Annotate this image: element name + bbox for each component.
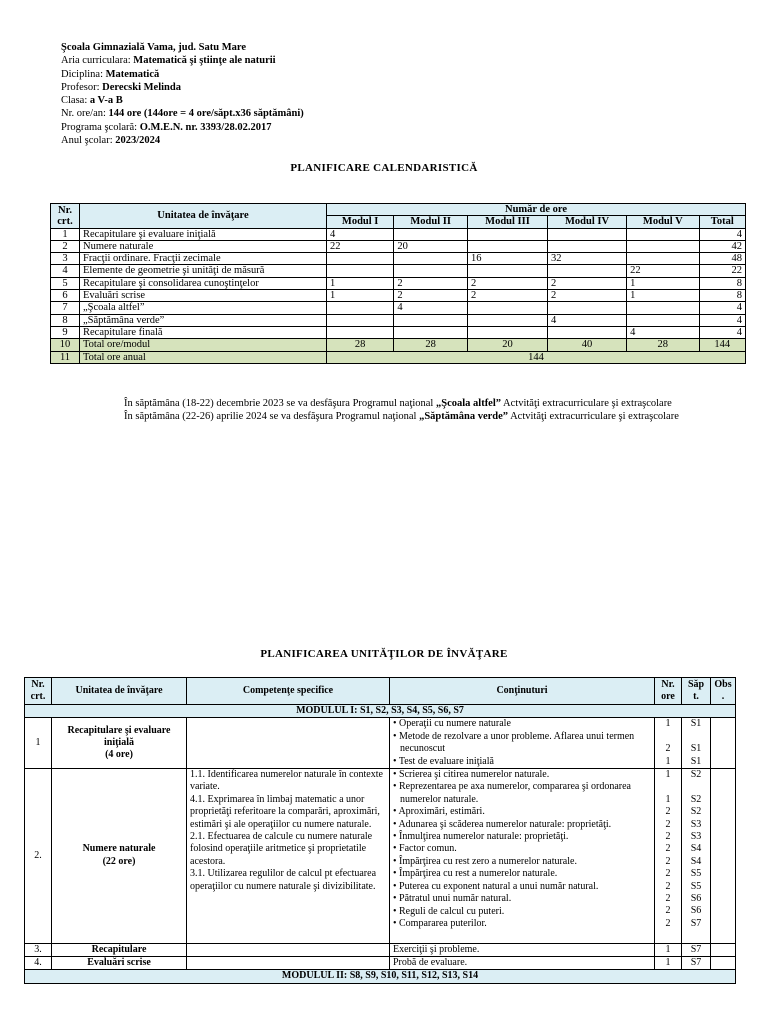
calendar-row	[51, 265, 746, 277]
calendar-unit: Elemente de geometrie şi unităţi de măsură	[80, 265, 327, 277]
plan-col-hours: Nr. ore	[655, 678, 682, 705]
calendar-nr: 2	[51, 240, 80, 252]
row1-unit	[52, 718, 187, 769]
content-item: • Scrierea şi citirea numerelor naturale.	[393, 769, 550, 781]
hours-value	[658, 781, 678, 793]
calendar-hours: 2	[468, 290, 548, 302]
plan-row-1	[25, 718, 736, 769]
note-scoala-altfel: În săptămâna (18-22) decembrie 2023 se va desfăşura Programul naţional „Şcoala altfel” Actvităţi extracurriculare şi extraşcolare	[124, 398, 672, 409]
calendar-hours: 4	[699, 326, 745, 338]
calendar-table	[50, 203, 746, 364]
row2-obs	[711, 769, 736, 943]
competence-item: 2.1. Efectuarea de calcule cu numere naturale folosind operaţiile aritmetice şi proprietatile acestora.	[190, 831, 373, 867]
competence-item: 1.1. Identificarea numerelor naturale în contexte variate.	[190, 769, 383, 793]
calendar-hours	[468, 302, 548, 314]
calendar-row	[51, 302, 746, 314]
calendar-nr: 10	[51, 339, 80, 351]
calendar-hours: 1	[327, 290, 394, 302]
row2-unit-hours: (22 ore)	[102, 855, 136, 867]
module-header-5: Modul V	[627, 216, 699, 228]
calendar-total-year-value: 144	[327, 351, 746, 363]
calendar-row	[51, 228, 746, 240]
module-1-row: MODULUL I: S1, S2, S3, S4, S5, S6, S7	[25, 705, 736, 718]
content-item: • Împărţirea cu rest zero a numerelor naturale.	[393, 855, 577, 867]
calendar-total-year-row	[51, 351, 746, 363]
calendar-hours: 28	[627, 339, 699, 351]
hours-value: 2	[665, 917, 671, 929]
content-item: • Operaţii cu numere naturale	[393, 718, 511, 730]
hours-per-year: Nr. ore/an: 144 ore (144ore = 4 ore/săpt.x36 săptămâni)	[61, 108, 304, 120]
school-name: Şcoala Gimnazială Vama, jud. Satu Mare	[61, 42, 247, 53]
calendar-hours	[547, 302, 626, 314]
row2-hours	[655, 769, 682, 943]
calendar-hours	[394, 326, 468, 338]
hours-header: Număr de ore	[327, 204, 746, 216]
content-item: • Compararea puterilor.	[393, 917, 487, 929]
row3-competences	[187, 943, 390, 956]
row3-nr: 3.	[25, 943, 52, 956]
calendar-hours	[394, 253, 468, 265]
row4-nr: 4.	[25, 956, 52, 969]
calendar-hours: 1	[627, 277, 699, 289]
discipline: Diciplina: Matematică	[61, 68, 160, 80]
week-value: S4	[690, 843, 702, 855]
calendar-hours	[327, 314, 394, 326]
calendar-nr: 1	[51, 228, 80, 240]
plan-row-3	[25, 943, 736, 956]
calendar-hours: 2	[394, 290, 468, 302]
calendar-hours	[394, 228, 468, 240]
notes	[124, 397, 679, 424]
plan-col-nr: Nr. crt.	[25, 678, 52, 705]
row1-unit-hours: (4 ore)	[105, 749, 133, 761]
week-value: S2	[690, 769, 702, 781]
calendar-hours	[627, 253, 699, 265]
teacher: Profesor: Derecski Melinda	[61, 81, 181, 93]
content-item: • Reguli de calcul cu puteri.	[393, 905, 505, 917]
content-item: • Puterea cu exponent natural a unui număr natural.	[393, 880, 599, 892]
calendar-nr: 6	[51, 290, 80, 302]
calendar-hours	[468, 326, 548, 338]
week-value: S5	[690, 868, 702, 880]
col-nr-header: Nr. crt.	[51, 204, 80, 229]
row2-weeks	[682, 769, 711, 943]
hours-value: 2	[665, 818, 671, 830]
calendar-hours: 1	[327, 277, 394, 289]
week-value: S1	[690, 743, 702, 755]
plan-col-competences: Competenţe specifice	[187, 678, 390, 705]
calendar-hours: 40	[547, 339, 626, 351]
week-value: S3	[690, 830, 702, 842]
hours-value: 1	[665, 793, 671, 805]
calendar-hours	[627, 314, 699, 326]
hours-value	[658, 930, 678, 942]
row3-content: Exerciţii şi probleme.	[390, 943, 655, 956]
hours-value	[658, 731, 678, 743]
calendar-hours: 2	[547, 290, 626, 302]
calendar-hours: 4	[547, 314, 626, 326]
calendar-hours	[327, 265, 394, 277]
row1-competences	[187, 718, 390, 769]
row4-hours: 1	[655, 956, 682, 969]
plan-title: PLANIFICAREA UNITĂŢILOR DE ÎNVĂŢARE	[260, 648, 508, 660]
calendar-hours: 42	[699, 240, 745, 252]
calendar-hours: 4	[627, 326, 699, 338]
plan-row-2	[25, 769, 736, 943]
plan-col-unit: Unitatea de învăţare	[52, 678, 187, 705]
content-item: • Test de evaluare iniţială	[393, 755, 494, 767]
plan-col-week: Săp t.	[682, 678, 711, 705]
content-item: • Aproximări, estimări.	[393, 806, 485, 818]
row3-week: S7	[682, 943, 711, 956]
col-unit-header: Unitatea de învăţare	[80, 204, 327, 229]
week-value: S3	[690, 818, 702, 830]
calendar-hours: 4	[699, 302, 745, 314]
calendar-hours: 48	[699, 253, 745, 265]
week-value: S5	[690, 880, 702, 892]
row1-weeks	[682, 718, 711, 769]
calendar-unit: „Şcoala altfel”	[80, 302, 327, 314]
calendar-unit: Recapitulare finală	[80, 326, 327, 338]
hours-value: 2	[665, 892, 671, 904]
competence-item: 3.1. Utilizarea regulilor de calcul pt efectuarea operaţiilor cu numere naturale şi divizibilitate.	[190, 868, 377, 892]
calendar-hours	[394, 265, 468, 277]
document-header	[61, 41, 304, 147]
row4-competences	[187, 956, 390, 969]
hours-value: 2	[665, 905, 671, 917]
week-value	[685, 781, 707, 793]
week-value	[685, 930, 707, 942]
content-item: • Pătratul unui număr natural.	[393, 893, 512, 905]
row1-obs	[711, 718, 736, 769]
module-2-row: MODULUL II: S8, S9, S10, S11, S12, S13, S14	[25, 970, 736, 983]
week-value: S1	[690, 718, 702, 730]
row3-hours: 1	[655, 943, 682, 956]
plan-table	[24, 677, 736, 984]
calendar-unit: Fracţii ordinare. Fracţii zecimale	[80, 253, 327, 265]
week-value: S6	[690, 892, 702, 904]
calendar-row	[51, 277, 746, 289]
calendar-hours	[547, 240, 626, 252]
calendar-hours: 16	[468, 253, 548, 265]
module-header-3: Modul III	[468, 216, 548, 228]
content-item: • Metode de rezolvare a unor probleme. Aflarea unui termen necunoscut	[393, 730, 635, 755]
calendar-unit: Recapitulare şi evaluare iniţială	[80, 228, 327, 240]
calendar-unit: Total ore anual	[80, 351, 327, 363]
calendar-nr: 9	[51, 326, 80, 338]
plan-col-obs: Obs .	[711, 678, 736, 705]
module-header-2: Modul II	[394, 216, 468, 228]
calendar-nr: 11	[51, 351, 80, 363]
calendar-hours: 4	[699, 228, 745, 240]
calendar-row	[51, 290, 746, 302]
hours-value: 2	[665, 743, 671, 755]
hours-value: 2	[665, 855, 671, 867]
calendar-hours: 8	[699, 290, 745, 302]
calendar-hours	[547, 228, 626, 240]
row1-hours	[655, 718, 682, 769]
calendar-hours	[468, 240, 548, 252]
calendar-nr: 4	[51, 265, 80, 277]
row2-competences	[187, 769, 390, 943]
calendar-hours	[468, 314, 548, 326]
calendar-hours: 32	[547, 253, 626, 265]
row3-obs	[711, 943, 736, 956]
row4-content: Probă de evaluare.	[390, 956, 655, 969]
calendar-row	[51, 240, 746, 252]
week-value: S7	[690, 917, 702, 929]
row1-nr: 1	[25, 718, 52, 769]
module-header-1: Modul I	[327, 216, 394, 228]
calendar-hours: 2	[468, 277, 548, 289]
calendar-hours	[394, 314, 468, 326]
plan-col-contents: Conţinuturi	[390, 678, 655, 705]
row2-contents	[390, 769, 655, 943]
row2-nr: 2.	[25, 769, 52, 943]
calendar-hours	[627, 302, 699, 314]
row1-contents	[390, 718, 655, 769]
calendar-hours: 28	[327, 339, 394, 351]
calendar-hours	[468, 265, 548, 277]
calendar-hours	[327, 302, 394, 314]
calendar-hours: 4	[327, 228, 394, 240]
calendar-nr: 8	[51, 314, 80, 326]
calendar-unit: Recapitulare şi consolidarea cunoştinţelor	[80, 277, 327, 289]
hours-value: 1	[665, 755, 671, 767]
hours-value: 1	[665, 769, 671, 781]
calendar-hours: 2	[394, 277, 468, 289]
row4-unit: Evaluări scrise	[52, 956, 187, 969]
calendar-hours: 28	[394, 339, 468, 351]
hours-value: 2	[665, 843, 671, 855]
calendar-hours: 1	[627, 290, 699, 302]
calendar-row	[51, 314, 746, 326]
calendar-hours: 22	[627, 265, 699, 277]
calendar-hours	[327, 253, 394, 265]
week-value	[685, 731, 707, 743]
row4-obs	[711, 956, 736, 969]
content-item: • Împărţirea cu rest a numerelor naturale.	[393, 868, 558, 880]
calendar-unit: Evaluări scrise	[80, 290, 327, 302]
calendar-hours	[547, 265, 626, 277]
week-value: S2	[690, 806, 702, 818]
calendar-unit: Numere naturale	[80, 240, 327, 252]
class: Clasa: a V-a B	[61, 95, 123, 107]
calendar-hours: 4	[394, 302, 468, 314]
row1-unit-name: Recapitulare şi evaluare iniţială	[67, 724, 171, 749]
calendar-hours	[327, 326, 394, 338]
calendar-total-module-row	[51, 339, 746, 351]
calendar-unit: Total ore/modul	[80, 339, 327, 351]
calendar-hours: 22	[699, 265, 745, 277]
hours-value: 2	[665, 830, 671, 842]
curricular-area: Aria curriculara: Matematică şi ştiinţe ale naturii	[61, 55, 276, 67]
calendar-nr: 7	[51, 302, 80, 314]
content-item: • Înmulţirea numerelor naturale: proprietăţi.	[393, 831, 569, 843]
content-item: • Factor comun.	[393, 843, 457, 855]
module-header-4: Modul IV	[547, 216, 626, 228]
content-item: • Reprezentarea pe axa numerelor, compararea şi ordonarea numerelor naturale.	[393, 781, 631, 805]
content-item: • Adunarea şi scăderea numerelor naturale: proprietăţi.	[393, 818, 612, 830]
calendar-hours: 8	[699, 277, 745, 289]
calendar-hours	[627, 228, 699, 240]
calendar-nr: 5	[51, 277, 80, 289]
calendar-hours: 2	[547, 277, 626, 289]
module-header-6: Total	[699, 216, 745, 228]
calendar-row	[51, 253, 746, 265]
week-value: S4	[690, 855, 702, 867]
hours-value: 1	[665, 718, 671, 730]
hours-value: 2	[665, 806, 671, 818]
calendar-nr: 3	[51, 253, 80, 265]
note-saptamana-verde: În săptămâna (22-26) aprilie 2024 se va desfăşura Programul naţional „Săptămâna verde” Actvităţi extracurriculare şi extraşcolare	[124, 411, 679, 423]
calendar-hours	[627, 240, 699, 252]
school-year: Anul şcolar: 2023/2024	[61, 135, 161, 147]
row2-unit	[52, 769, 187, 943]
school-program: Programa şcolară: O.M.E.N. nr. 3393/28.02.2017	[61, 121, 272, 133]
row2-unit-name: Numere naturale	[82, 843, 156, 855]
competence-item: 4.1. Exprimarea în limbaj matematic a unor proprietăţi referitoare la comparări, aproximări, estimări şi ale operaţiilor cu numere naturale.	[190, 793, 380, 830]
week-value: S2	[690, 793, 702, 805]
calendar-title: PLANIFICARE CALENDARISTICĂ	[290, 162, 478, 174]
calendar-hours: 22	[327, 240, 394, 252]
hours-value: 2	[665, 880, 671, 892]
calendar-hours: 20	[468, 339, 548, 351]
week-value: S1	[690, 755, 702, 767]
plan-row-4	[25, 956, 736, 969]
calendar-hours	[468, 228, 548, 240]
calendar-unit: „Săptămâna verde”	[80, 314, 327, 326]
calendar-hours: 20	[394, 240, 468, 252]
calendar-row	[51, 326, 746, 338]
calendar-hours: 144	[699, 339, 745, 351]
week-value: S6	[690, 905, 702, 917]
calendar-hours: 4	[699, 314, 745, 326]
hours-value: 2	[665, 868, 671, 880]
row3-unit: Recapitulare	[52, 943, 187, 956]
row4-week: S7	[682, 956, 711, 969]
calendar-hours	[547, 326, 626, 338]
